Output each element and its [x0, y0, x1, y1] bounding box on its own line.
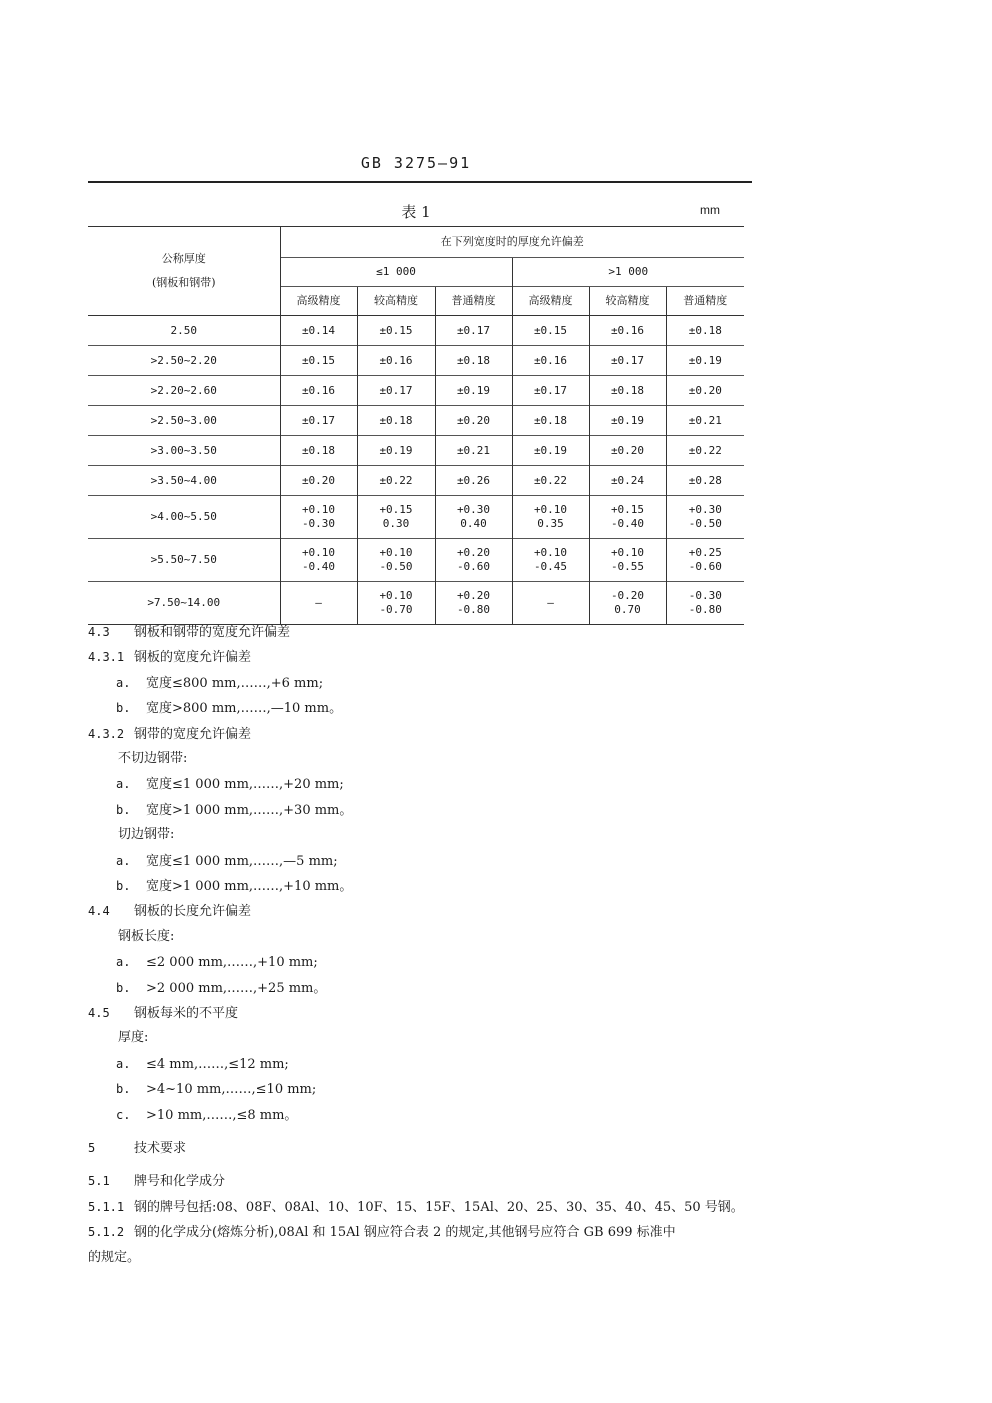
tolerance-value: +0.10 — [301, 546, 336, 559]
tolerance-cell — [435, 316, 512, 346]
precision-grade-header: 普通精度 — [666, 287, 744, 316]
tolerance-cell — [512, 406, 589, 436]
tolerance-value: -0.30 — [688, 589, 722, 602]
tolerance-cell — [589, 466, 666, 496]
tolerance-value: ±0.18 — [610, 383, 645, 397]
clause-content: 钢带的宽度允许偏差 — [134, 726, 252, 742]
tolerance-cell — [666, 406, 744, 436]
clause-line — [88, 1171, 225, 1191]
clause-number: 5 — [88, 1141, 96, 1155]
tolerance-value: 0.35 — [537, 517, 564, 530]
table-row — [88, 436, 744, 466]
tolerance-value: ±0.15 — [533, 323, 568, 337]
clause-line — [116, 952, 318, 972]
tolerance-value: -0.70 — [379, 603, 413, 616]
clause-content: 宽度>1 000 mm,……,+10 mm。 — [146, 879, 353, 894]
table-row — [88, 496, 744, 539]
tolerance-value: ±0.15 — [379, 323, 413, 337]
clause-number: b. — [116, 701, 131, 716]
clause-number: b. — [116, 879, 131, 893]
clause-content: ≤4 mm,……,≤12 mm; — [146, 1056, 289, 1072]
clause-line — [116, 978, 326, 998]
tolerance-value: ±0.17 — [533, 383, 568, 397]
clause-content: 厚度: — [118, 1030, 149, 1046]
tolerance-value: ±0.19 — [688, 353, 722, 367]
clause-content: >10 mm,……,≤8 mm。 — [146, 1107, 298, 1123]
clause-number: a. — [116, 853, 131, 868]
clause-content: >4~10 mm,……,≤10 mm; — [146, 1082, 317, 1098]
tolerance-cell — [512, 436, 589, 466]
tolerance-cell — [666, 582, 744, 625]
width-group-header: ≤1 000 — [280, 258, 512, 287]
clause-line — [116, 698, 342, 718]
clause-content: 宽度>800 mm,……,—10 mm。 — [146, 701, 343, 717]
tolerance-cell — [357, 406, 435, 436]
tolerance-value: ±0.19 — [379, 443, 413, 457]
clause-content: 切边钢带: — [118, 827, 175, 843]
table-unit: mm — [700, 203, 720, 217]
clause-line — [116, 800, 352, 820]
standard-number: GB 3275—91 — [360, 154, 472, 172]
nominal-thickness-header — [88, 227, 280, 316]
clause-number: a. — [116, 675, 131, 690]
tolerance-value: ±0.18 — [688, 323, 722, 337]
clause-number: 5.1.1 — [88, 1199, 125, 1214]
tolerance-value: 0.70 — [614, 603, 641, 616]
tolerance-value: ±0.18 — [456, 353, 491, 367]
tolerance-cell — [435, 406, 512, 436]
tolerance-cell — [589, 346, 666, 376]
nominal-thickness-cell: >5.50~7.50 — [88, 539, 280, 582]
tolerance-cell — [280, 406, 357, 436]
tolerance-value: +0.10 — [301, 503, 336, 516]
clause-line — [88, 724, 251, 744]
nominal-thickness-cell: >3.50~4.00 — [88, 466, 280, 496]
tolerance-cell — [666, 316, 744, 346]
tolerance-value: ±0.17 — [456, 323, 491, 337]
width-group-header: >1 000 — [512, 258, 744, 287]
tolerance-cell — [666, 466, 744, 496]
clause-content: 钢的牌号包括:08、08F、08Al、10、10F、15、15F、15Al、20、25、30、35、40、45、50 号钢。 — [134, 1199, 744, 1215]
tolerance-cell — [435, 436, 512, 466]
clause-content: 宽度≤800 mm,……,+6 mm; — [146, 675, 324, 691]
table-caption: 表 1 — [401, 203, 431, 221]
tolerance-cell — [666, 436, 744, 466]
tolerance-value: +0.20 — [456, 589, 491, 602]
tolerance-value: +0.10 — [379, 546, 413, 559]
nominal-thickness-cell: 2.50 — [88, 316, 280, 346]
precision-grade-header: 较高精度 — [357, 287, 435, 316]
tolerance-cell — [589, 496, 666, 539]
tolerance-value: -0.40 — [610, 517, 645, 530]
nominal-thickness-cell: >3.00~3.50 — [88, 436, 280, 466]
tolerance-value: ±0.14 — [301, 323, 336, 337]
tolerance-value: ±0.28 — [688, 473, 722, 487]
precision-grade-header: 较高精度 — [589, 287, 666, 316]
clause-number: b. — [116, 802, 131, 817]
tolerance-cell — [357, 582, 435, 625]
tolerance-value: ±0.18 — [301, 443, 336, 457]
clause-content: 钢板的宽度允许偏差 — [134, 650, 252, 666]
tolerance-value: 0.40 — [460, 517, 487, 530]
tolerance-value: ±0.21 — [688, 413, 722, 427]
tolerance-value: ±0.18 — [379, 413, 413, 427]
tolerance-value: ±0.19 — [533, 443, 568, 457]
table-row — [88, 316, 744, 346]
clause-continuation — [118, 825, 174, 845]
tolerance-cell — [589, 316, 666, 346]
clause-number: 4.4 — [88, 904, 110, 919]
tolerance-cell — [666, 539, 744, 582]
tolerance-value: ±0.17 — [379, 383, 413, 397]
tolerance-cell — [280, 436, 357, 466]
clause-continuation — [88, 1248, 140, 1268]
tolerance-value: ±0.20 — [456, 413, 491, 427]
tolerance-cell — [435, 582, 512, 625]
tolerance-value: +0.10 — [533, 546, 568, 559]
tolerance-value: +0.30 — [456, 503, 491, 516]
clause-number: 5.1 — [88, 1174, 110, 1189]
clause-content: 宽度>1 000 mm,……,+30 mm。 — [146, 802, 353, 818]
clause-content: 牌号和化学成分 — [134, 1174, 226, 1190]
tolerance-value: ±0.22 — [688, 443, 722, 457]
nominal-thickness-cell: >2.50~3.00 — [88, 406, 280, 436]
tolerance-value: ±0.16 — [610, 323, 645, 337]
tolerance-value: +0.10 — [610, 546, 645, 559]
tolerance-value: +0.15 — [379, 503, 413, 516]
clause-content: 的规定。 — [88, 1249, 141, 1265]
tolerance-value: ±0.16 — [379, 353, 413, 367]
tolerance-cell — [357, 466, 435, 496]
tolerance-cell — [666, 346, 744, 376]
clause-content: 钢板的长度允许偏差 — [134, 904, 252, 920]
clause-content: ≤2 000 mm,……,+10 mm; — [146, 955, 318, 971]
clause-content: 钢板和钢带的宽度允许偏差 — [134, 625, 291, 640]
nominal-thickness-cell: >2.50~2.20 — [88, 346, 280, 376]
tolerance-cell — [435, 496, 512, 539]
tolerance-cell — [280, 376, 357, 406]
clause-content: 钢板长度: — [118, 928, 175, 944]
tolerance-value: ±0.16 — [301, 383, 336, 397]
tolerance-value: -0.20 — [610, 589, 645, 602]
tolerance-cell — [357, 346, 435, 376]
tolerance-value: -0.45 — [533, 560, 568, 573]
clause-content: 宽度≤1 000 mm,……,+20 mm; — [146, 777, 344, 793]
tolerance-value: -0.80 — [456, 603, 491, 616]
clause-continuation — [118, 1028, 148, 1048]
tolerance-cell — [357, 539, 435, 582]
clause-line — [88, 1138, 186, 1158]
tolerance-value: 0.30 — [382, 517, 410, 530]
clause-continuation — [118, 927, 174, 947]
tolerance-value: -0.60 — [688, 560, 722, 573]
clause-number: a. — [116, 777, 131, 792]
clause-line — [88, 1222, 676, 1242]
clause-line — [116, 1105, 297, 1125]
nominal-thickness-cell: >7.50~14.00 — [88, 582, 280, 625]
clause-line — [88, 1003, 238, 1023]
table-row — [88, 466, 744, 496]
clause-line — [116, 876, 352, 896]
precision-grade-header: 普通精度 — [435, 287, 512, 316]
clause-content: 不切边钢带: — [118, 751, 188, 766]
tolerance-value: -0.40 — [301, 560, 336, 573]
clause-number: b. — [116, 980, 131, 995]
thickness-tolerance-table — [88, 226, 744, 625]
tolerance-cell — [280, 539, 357, 582]
tolerance-cell — [357, 496, 435, 539]
clause-content: 钢的化学成分(熔炼分析),08Al 和 15Al 钢应符合表 2 的规定,其他钢号应符合 GB 699 标准中 — [134, 1225, 676, 1241]
tolerance-cell — [357, 436, 435, 466]
tolerance-group-header: 在下列宽度时的厚度允许偏差 — [280, 227, 744, 258]
tolerance-cell — [280, 466, 357, 496]
tolerance-cell — [512, 539, 589, 582]
nominal-thickness-sublabel: (钢板和钢带) — [151, 276, 216, 289]
tolerance-cell — [512, 316, 589, 346]
tolerance-cell — [589, 406, 666, 436]
tolerance-value: -0.50 — [379, 560, 413, 573]
tolerance-cell — [666, 496, 744, 539]
tolerance-value: ±0.20 — [688, 383, 722, 397]
tolerance-cell — [589, 376, 666, 406]
tolerance-cell — [435, 346, 512, 376]
tolerance-cell — [512, 376, 589, 406]
clause-continuation — [118, 749, 187, 769]
clause-number: 4.5 — [88, 1006, 110, 1020]
nominal-thickness-label: 公称厚度 — [161, 252, 206, 265]
tolerance-value: ±0.15 — [301, 353, 336, 367]
tolerance-value: ±0.16 — [533, 353, 568, 367]
clause-content: 技术要求 — [134, 1141, 187, 1156]
tolerance-value: +0.15 — [610, 503, 645, 516]
clause-number: 5.1.2 — [88, 1225, 125, 1240]
table-row — [88, 346, 744, 376]
nominal-thickness-cell: >4.00~5.50 — [88, 496, 280, 539]
table-row — [88, 376, 744, 406]
tolerance-cell — [512, 496, 589, 539]
tolerance-value: ±0.19 — [456, 383, 491, 397]
clause-number: c. — [116, 1107, 131, 1122]
clause-line — [88, 622, 290, 642]
tolerance-value: +0.25 — [688, 546, 722, 559]
precision-grade-header: 高级精度 — [512, 287, 589, 316]
clause-number: 4.3.1 — [88, 650, 125, 665]
tolerance-value: +0.10 — [533, 503, 568, 516]
tolerance-value: — — [547, 596, 554, 609]
tolerance-value: +0.10 — [379, 589, 413, 602]
clause-line — [88, 901, 251, 921]
clause-line — [116, 1079, 316, 1099]
clause-line — [116, 1054, 289, 1074]
tolerance-cell — [357, 316, 435, 346]
clause-number: 4.3 — [88, 625, 110, 639]
clause-line — [116, 673, 323, 693]
tolerance-value: -0.50 — [688, 517, 722, 530]
tolerance-cell — [512, 582, 589, 625]
tolerance-cell — [357, 376, 435, 406]
tolerance-cell — [280, 346, 357, 376]
tolerance-value: ±0.22 — [533, 473, 568, 487]
clause-content: 钢板每米的不平度 — [134, 1006, 239, 1021]
clause-content: >2 000 mm,……,+25 mm。 — [146, 980, 327, 996]
tolerance-value: -0.60 — [456, 560, 491, 573]
tolerance-value: ±0.20 — [301, 473, 336, 487]
tolerance-cell — [435, 539, 512, 582]
tolerance-value: ±0.24 — [610, 473, 645, 487]
tolerance-value: +0.30 — [688, 503, 722, 516]
tolerance-value: ±0.21 — [456, 443, 491, 457]
tolerance-cell — [280, 316, 357, 346]
clause-number: a. — [116, 955, 131, 970]
clause-line — [116, 851, 338, 871]
tolerance-cell — [512, 346, 589, 376]
tolerance-cell — [666, 376, 744, 406]
table-row — [88, 582, 744, 625]
precision-grade-header: 高级精度 — [280, 287, 357, 316]
nominal-thickness-cell: >2.20~2.60 — [88, 376, 280, 406]
tolerance-value: +0.20 — [456, 546, 491, 559]
tolerance-value: -0.80 — [688, 603, 722, 616]
clause-number: b. — [116, 1082, 131, 1097]
clause-content: 宽度≤1 000 mm,……,—5 mm; — [146, 853, 338, 869]
tolerance-cell — [280, 496, 357, 539]
tolerance-value: -0.55 — [610, 560, 645, 573]
clause-line — [88, 647, 251, 667]
tolerance-value: ±0.17 — [610, 353, 645, 367]
tolerance-cell — [589, 539, 666, 582]
clause-line — [88, 1197, 744, 1217]
tolerance-value: ±0.18 — [533, 413, 568, 427]
header-rule — [88, 181, 752, 183]
tolerance-cell — [589, 582, 666, 625]
table-row — [88, 406, 744, 436]
table-row — [88, 539, 744, 582]
tolerance-value: -0.30 — [301, 517, 336, 530]
tolerance-value: ±0.26 — [456, 473, 491, 487]
clause-line — [116, 774, 344, 794]
tolerance-cell — [512, 466, 589, 496]
clause-number: a. — [116, 1056, 131, 1071]
tolerance-value: ±0.17 — [301, 413, 336, 427]
tolerance-value: ±0.22 — [379, 473, 413, 487]
clause-number: 4.3.2 — [88, 726, 125, 741]
tolerance-value: ±0.19 — [610, 413, 645, 427]
tolerance-cell — [280, 582, 357, 625]
tolerance-cell — [435, 466, 512, 496]
tolerance-value: — — [315, 596, 322, 609]
tolerance-value: ±0.20 — [610, 443, 645, 457]
tolerance-cell — [589, 436, 666, 466]
tolerance-cell — [435, 376, 512, 406]
